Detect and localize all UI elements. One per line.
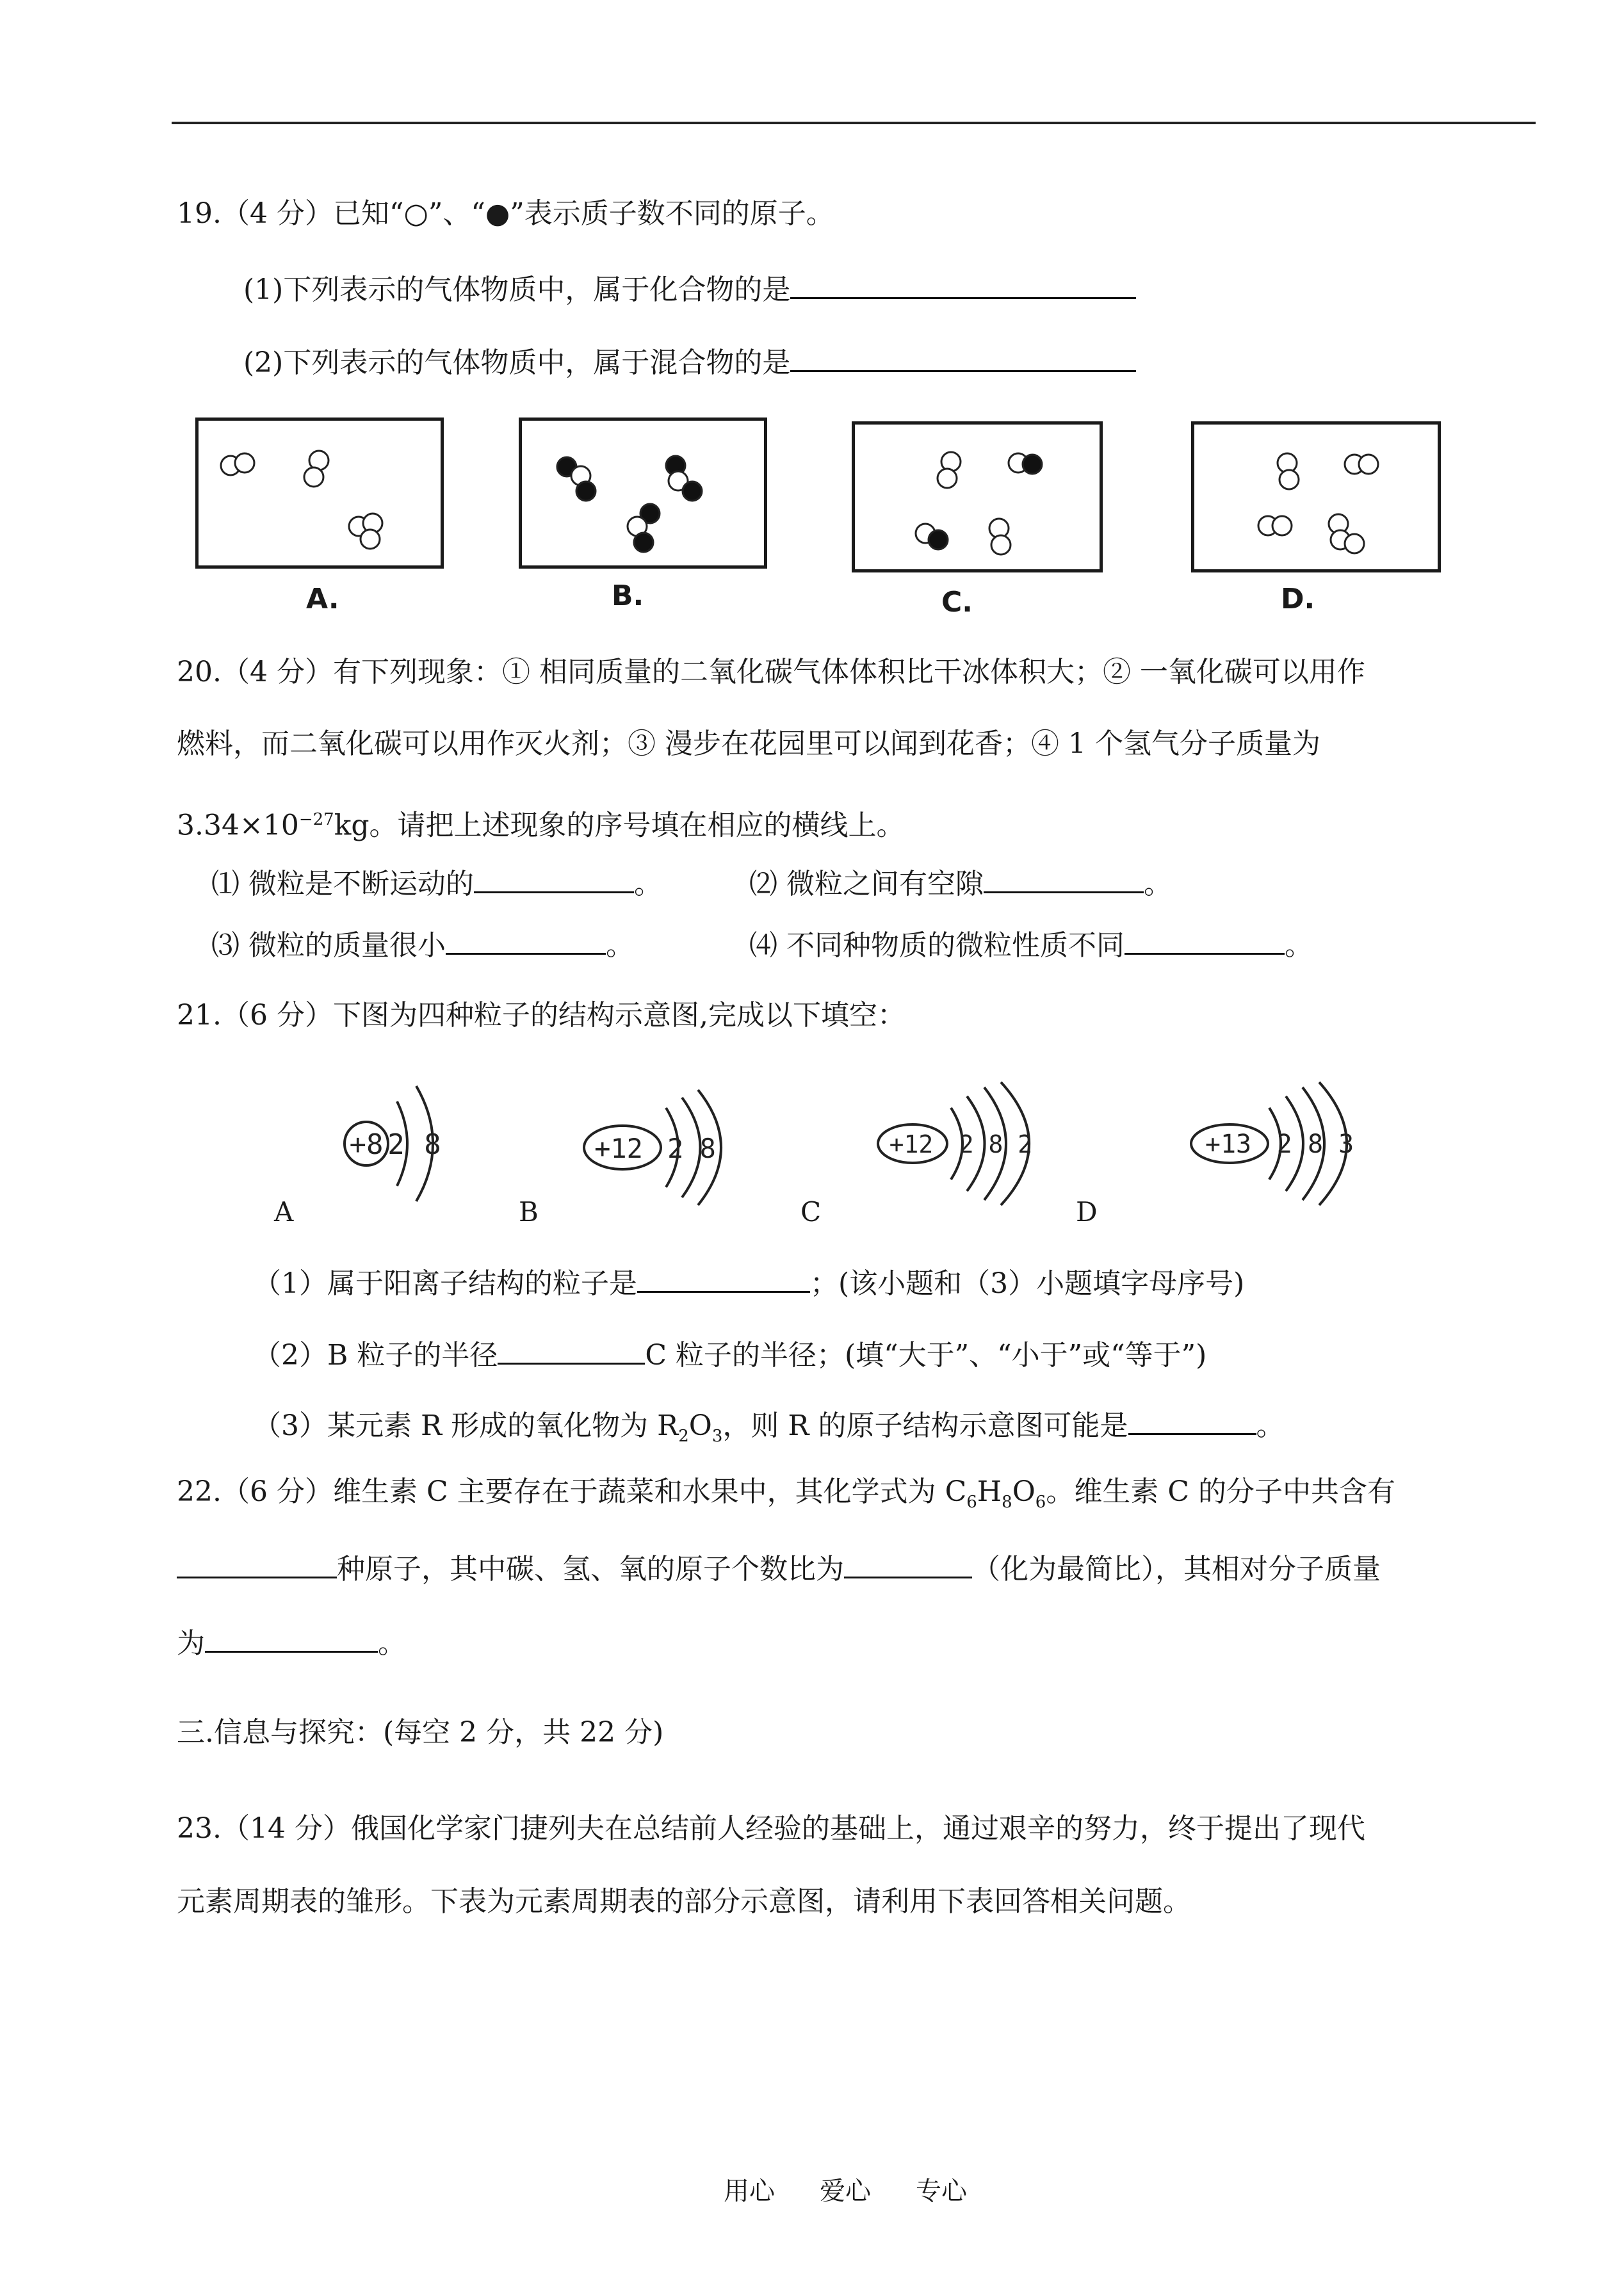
q21-sub2-note: C 粒子的半径；(填“大于”、“小于”或“等于”) (645, 1339, 1207, 1372)
q22-line3-period: 。 (378, 1627, 406, 1660)
q23-line1: 23.（14 分）俄国化学家门捷列夫在总结前人经验的基础上，通过艰辛的努力，终于提出了现代 (177, 1812, 1365, 1845)
atom-a-nucleus: +8 (349, 1128, 384, 1161)
footer-word-2: 爱心 (820, 2177, 871, 2206)
q20-item4 (749, 922, 1313, 965)
q20-item2 (749, 861, 1172, 904)
q19-sub1-blank[interactable] (790, 266, 1136, 299)
footer-word-3: 专心 (916, 2177, 967, 2206)
atom-diagram-b (576, 1089, 768, 1217)
q21-sub3-oxygen: O (688, 1409, 712, 1442)
molecules-c-diagram (855, 425, 1100, 569)
atom-d-shells: 2 8 3 (1276, 1130, 1354, 1159)
q22-line1-text: 22.（6 分）维生素 C 主要存在于蔬菜和水果中，其化学式为 C (177, 1475, 967, 1508)
q20-line1: 20.（4 分）有下列现象：① 相同质量的二氧化碳气体体积比干冰体积大；② 一氧化碳可以用作 (177, 656, 1365, 688)
q20-item4-period: 。 (1285, 929, 1313, 962)
q19-sub2-text: (2)下列表示的气体物质中，属于混合物的是 (243, 346, 791, 379)
atom-diagram-a (333, 1076, 487, 1217)
atom-a-shells: 2 8 (387, 1128, 443, 1161)
atom-label-d: D (1076, 1196, 1098, 1228)
q20-line3-text: kg。请把上述现象的序号填在相应的横线上。 (334, 809, 905, 842)
q19-sub1-text: (1)下列表示的气体物质中，属于化合物的是 (243, 273, 791, 306)
q22-line2 (177, 1546, 1381, 1589)
q21-sub2-text: （2）B 粒子的半径 (253, 1339, 498, 1372)
box-label-c: C. (941, 586, 973, 619)
q22-formula-c-count: 6 (966, 1492, 977, 1512)
q21-sub3-period: 。 (1256, 1409, 1285, 1442)
molecules-b-diagram (522, 421, 764, 565)
q20-item3-text: ⑶ 微粒的质量很小 (211, 929, 446, 962)
atom-c-shells: 2 8 2 (959, 1130, 1033, 1158)
q22-line3 (177, 1620, 406, 1663)
q21-stem: 21.（6 分）下图为四种粒子的结构示意图,完成以下填空： (177, 999, 905, 1032)
q20-line3 (177, 800, 905, 845)
q21-sub3-tail: ，则 R 的原子结构示意图可能是 (722, 1409, 1128, 1442)
q20-item2-text: ⑵ 微粒之间有空隙 (749, 868, 984, 900)
q22-line2-tail: （化为最简比），其相对分子质量 (972, 1553, 1381, 1585)
atom-diagram-d (1185, 1082, 1396, 1210)
molecule-box-d (1191, 421, 1441, 572)
q22-formula-h-count: 8 (1002, 1492, 1012, 1512)
page-footer (724, 2171, 1012, 2207)
q22-line2-text: 种原子，其中碳、氢、氧的原子个数比为 (337, 1553, 844, 1585)
q20-line3-number: 3.34×10 (177, 809, 299, 842)
header-rule (172, 122, 1536, 124)
atom-c-nucleus: +12 (889, 1130, 934, 1158)
atom-label-c: C (800, 1196, 822, 1228)
q22-line1 (177, 1473, 1395, 1521)
q19-sub1 (243, 266, 1136, 309)
q20-item1-blank[interactable] (474, 861, 634, 893)
atom-label-a: A (274, 1196, 294, 1228)
molecule-box-a (195, 418, 444, 569)
q22-atom-kinds-blank[interactable] (177, 1546, 337, 1578)
q21-sub3-text: （3）某元素 R 形成的氧化物为 R (253, 1409, 679, 1442)
q20-item3 (211, 922, 634, 965)
molecules-a-diagram (199, 421, 441, 565)
atom-d-nucleus: +13 (1205, 1130, 1252, 1159)
q19-sub2-blank[interactable] (790, 339, 1136, 372)
q20-item4-text: ⑷ 不同种物质的微粒性质不同 (749, 929, 1125, 962)
q20-item1-text: ⑴ 微粒是不断运动的 (211, 868, 474, 900)
footer-word-1: 用心 (724, 2177, 775, 2206)
box-label-a: A. (306, 583, 339, 615)
q22-formula-o-count: 6 (1035, 1492, 1046, 1512)
q22-formula-o: O (1012, 1475, 1035, 1508)
molecules-d-diagram (1194, 425, 1438, 569)
q21-sub1-note: ；(该小题和（3）小题填字母序号) (810, 1267, 1245, 1300)
q21-sub2 (253, 1332, 1206, 1375)
q20-item2-blank[interactable] (984, 861, 1144, 893)
q20-item2-period: 。 (1144, 868, 1172, 900)
molecule-box-b (519, 418, 767, 569)
q19-sub2 (243, 339, 1136, 382)
box-label-d: D. (1281, 583, 1315, 615)
atom-label-b: B (519, 1196, 539, 1228)
molecule-box-c (852, 421, 1103, 572)
q21-sub1 (253, 1260, 1244, 1303)
q19-stem: 19.（4 分）已知“○”、“●”表示质子数不同的原子。 (177, 197, 834, 230)
q20-item1-period: 。 (634, 868, 662, 900)
box-label-b: B. (612, 580, 644, 612)
q22-formula-h: H (977, 1475, 1002, 1508)
q21-sub3-blank[interactable] (1128, 1402, 1256, 1435)
q20-item3-blank[interactable] (446, 922, 606, 955)
q21-sub1-blank[interactable] (637, 1260, 810, 1293)
q20-item1 (211, 861, 662, 904)
atom-diagram-c (874, 1082, 1079, 1210)
section3-heading: 三.信息与探究：(每空 2 分，共 22 分) (177, 1716, 664, 1749)
q21-sub1-text: （1）属于阳离子结构的粒子是 (253, 1267, 637, 1300)
q22-mass-blank[interactable] (205, 1620, 378, 1653)
atom-b-nucleus: +12 (594, 1133, 643, 1164)
q23-line2: 元素周期表的雏形。下表为元素周期表的部分示意图，请利用下表回答相关问题。 (177, 1885, 1191, 1918)
q22-line3-text: 为 (177, 1627, 205, 1660)
q20-line3-exponent: −27 (298, 810, 334, 829)
q21-sub3-subscript-o: 3 (711, 1426, 723, 1446)
q20-line2: 燃料，而二氧化碳可以用作灭火剂；③ 漫步在花园里可以闻到花香；④ 1 个氢气分子质量为 (177, 727, 1320, 760)
q22-ratio-blank[interactable] (844, 1546, 972, 1578)
q22-line1-tail: 。维生素 C 的分子中共含有 (1046, 1475, 1395, 1508)
atom-b-shells: 2 8 (667, 1133, 716, 1164)
q21-sub3 (253, 1402, 1285, 1456)
q20-item3-period: 。 (606, 929, 634, 962)
q21-sub2-blank[interactable] (498, 1332, 645, 1365)
q20-item4-blank[interactable] (1125, 922, 1285, 955)
q21-sub3-subscript-r: 2 (678, 1426, 689, 1446)
